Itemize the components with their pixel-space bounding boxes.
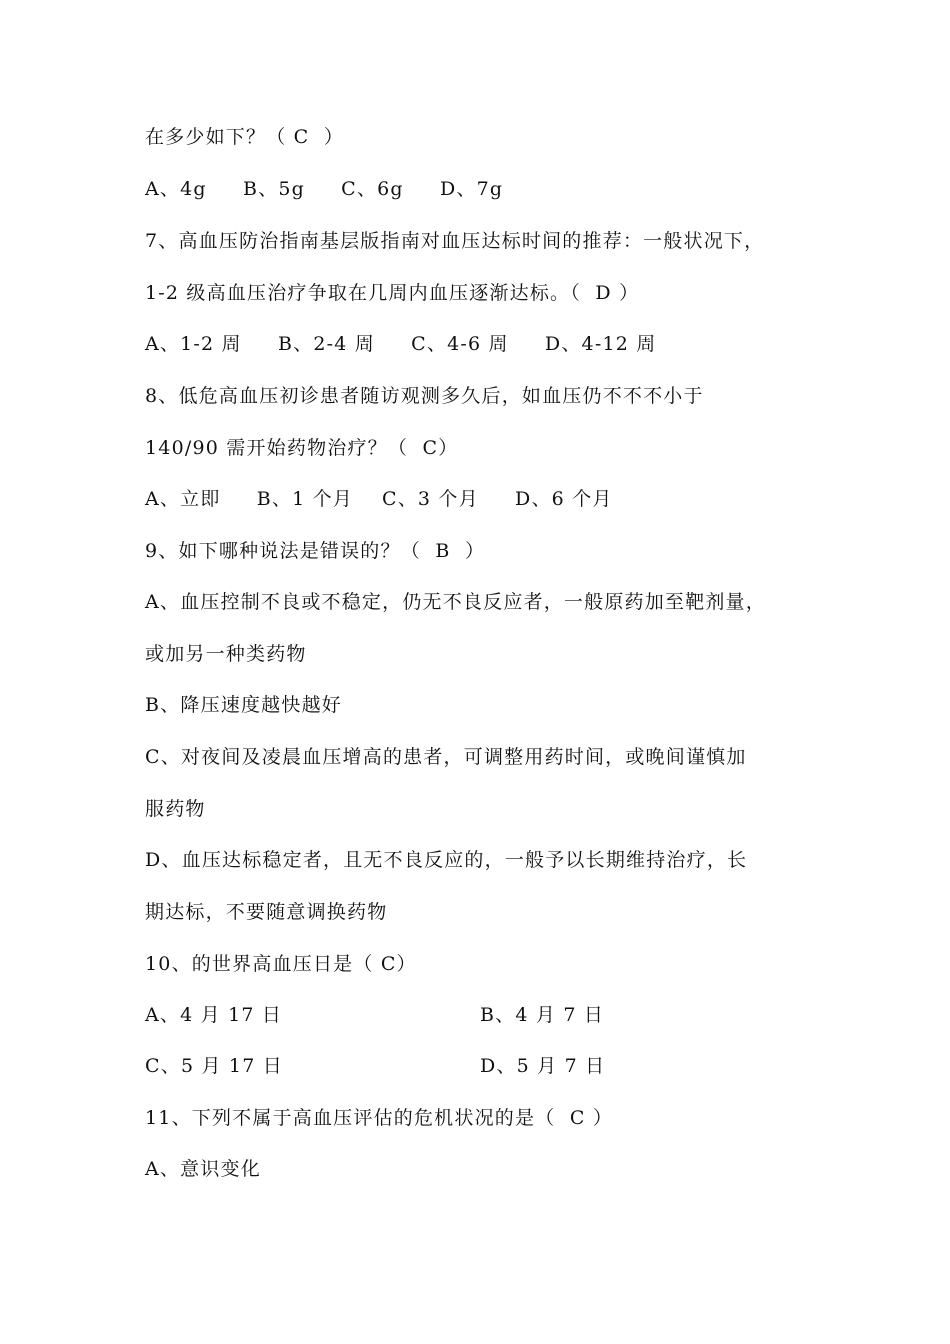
- question-7-stem-continued: 1-2 级高血压治疗争取在几周内血压逐渐达标。（ D ）: [145, 282, 640, 304]
- question-11-option-a: A、意识变化: [145, 1158, 261, 1180]
- question-9-option-a-continued: 或加另一种类药物: [145, 643, 307, 665]
- question-9-option-d-continued: 期达标，不要随意调换药物: [145, 901, 388, 923]
- question-7-stem: 7、高血压防治指南基层版指南对血压达标时间的推荐：一般状况下，: [145, 230, 765, 252]
- question-9-option-b: B、降压速度越快越好: [145, 694, 342, 716]
- question-9-stem: 9、如下哪种说法是错误的？（ B ）: [145, 540, 486, 562]
- question-8-options: A、立即 B、1 个月 C、3 个月 D、6 个月: [145, 488, 613, 510]
- question-9-option-c: C、对夜间及凌晨血压增高的患者，可调整用药时间，或晚间谨慎加: [145, 746, 747, 768]
- question-9-option-d: D、血压达标稳定者，且无不良反应的，一般予以长期维持治疗，长: [145, 849, 748, 871]
- question-10-stem: 10、的世界高血压日是（ C）: [145, 953, 417, 975]
- question-11-stem: 11、下列不属于高血压评估的危机状况的是（ C ）: [145, 1107, 614, 1129]
- question-10-option-c: C、5 月 17 日: [145, 1055, 283, 1077]
- question-10-option-d: D、5 月 7 日: [480, 1055, 606, 1077]
- question-9-option-a: A、血压控制不良或不稳定，仍无不良反应者，一般原药加至靶剂量，: [145, 591, 766, 613]
- question-6-continuation: 在多少如下？（ C ）: [145, 126, 345, 148]
- question-9-option-c-continued: 服药物: [145, 798, 206, 820]
- question-6-options: A、4g B、5g C、6g D、7g: [145, 178, 504, 200]
- question-8-stem-continued: 140/90 需开始药物治疗？（ C）: [145, 437, 459, 459]
- question-8-stem: 8、低危高血压初诊患者随访观测多久后，如血压仍不不不小于: [145, 385, 704, 407]
- question-7-options: A、1-2 周 B、2-4 周 C、4-6 周 D、4-12 周: [145, 333, 657, 355]
- question-10-option-b: B、4 月 7 日: [480, 1004, 605, 1026]
- question-10-option-a: A、4 月 17 日: [145, 1004, 283, 1026]
